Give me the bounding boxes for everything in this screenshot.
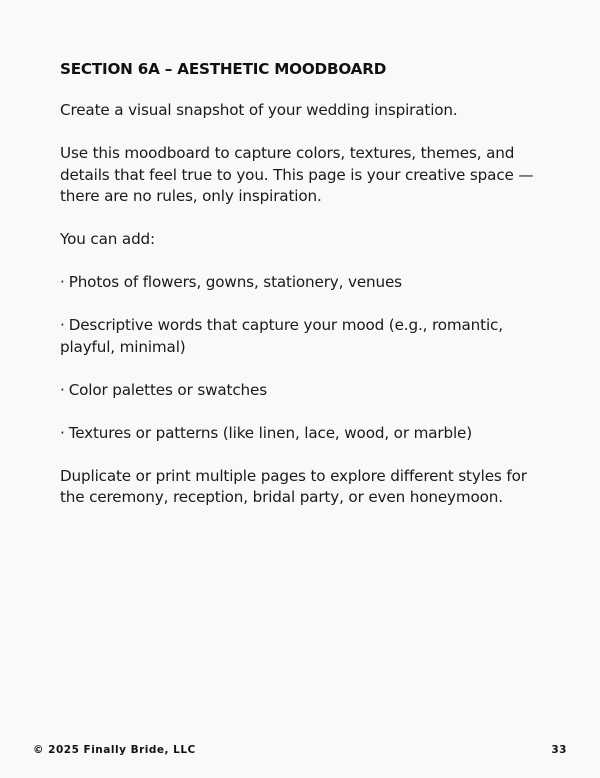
list-item-text: Color palettes or swatches <box>68 380 267 399</box>
section-title: SECTION 6A – AESTHETIC MOODBOARD <box>60 60 387 78</box>
bullet-icon: · <box>60 423 65 442</box>
list-heading: You can add: <box>60 230 156 248</box>
list-item <box>60 272 550 294</box>
list-item <box>60 423 550 445</box>
bullet-icon: · <box>60 273 65 291</box>
list-item-text: Photos of flowers, gowns, stationery, venues <box>68 273 402 291</box>
list-item <box>60 380 550 402</box>
list-item <box>60 315 550 358</box>
page-footer <box>33 744 567 756</box>
description-paragraph: Use this moodboard to capture colors, textures, themes, and details that feel true to you. This page is your creative space — there are no rules, only inspiration. <box>60 144 534 205</box>
inspiration-list <box>60 272 550 444</box>
list-item-text: Textures or patterns (like linen, lace, wood, or marble) <box>68 423 473 442</box>
page-number: 33 <box>551 744 567 756</box>
intro-paragraph: Create a visual snapshot of your wedding inspiration. <box>60 101 458 119</box>
list-item-text: Descriptive words that capture your mood (e.g., romantic, playful, minimal) <box>60 316 503 356</box>
copyright-text: © 2025 Finally Bride, LLC <box>33 744 196 756</box>
bullet-icon: · <box>60 380 65 399</box>
bullet-icon: · <box>60 316 65 334</box>
closing-paragraph: Duplicate or print multiple pages to explore different styles for the ceremony, reception, bridal party, or even honeymoon. <box>60 466 527 506</box>
page-content <box>60 58 550 530</box>
